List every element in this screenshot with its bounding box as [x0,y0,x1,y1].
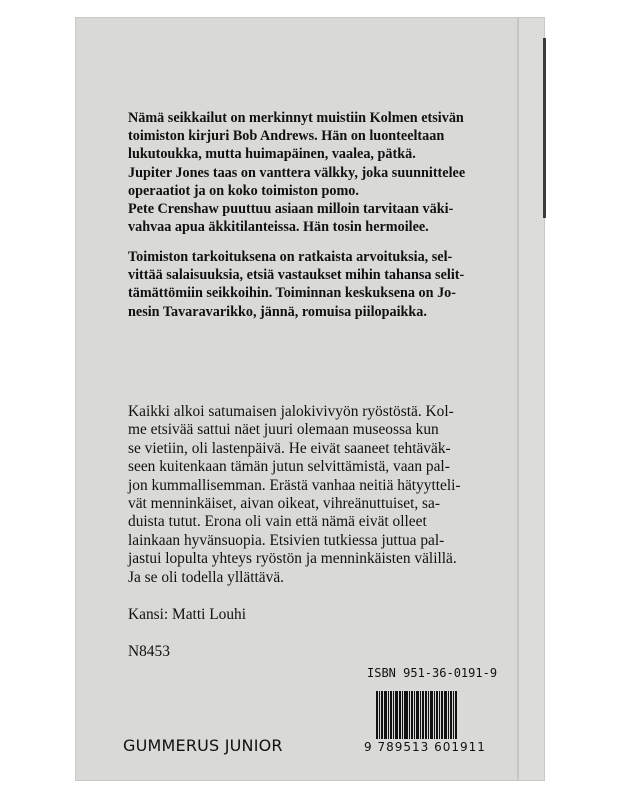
text-line: duista tutut. Erona oli vain että nämä eivät olleet [128,513,427,531]
text-line: Toimiston tarkoituksena on ratkaista arvoituksia, sel- [128,249,453,265]
text-line: Jupiter Jones taas on vanttera välkky, joka suunnittelee [128,164,466,181]
text-line: lukutoukka, mutta huimapäinen, vaalea, pätkä. [128,146,416,163]
text-line: me etsivää sattui näet juuri olemaan museossa kun [128,421,439,439]
text-line: Kaikki alkoi satumaisen jalokivivyön ryöstöstä. Kol- [128,403,454,420]
cover-artist-credit: Kansi: Matti Louhi [128,606,246,623]
text-line: seen kuitenkaan tämän jutun selvittämistä, vaan pal- [128,458,450,476]
text-line: vittää salaisuuksia, etsiä vastaukset mihin tahansa selit- [128,267,465,284]
text-line: Nämä seikkailut on merkinnyt muistiin Kolmen etsivän [128,110,464,126]
text-line: jon kummallisemman. Erästä vanhaa neitiä hätyytteli- [128,476,461,494]
publisher-logo: GUMMERUS JUNIOR [123,736,283,755]
spine-strip [519,18,544,780]
product-code: N8453 [128,643,170,660]
text-line: lainkaan hyvänsuopia. Etsivien tutkiessa juttua pal- [128,531,445,549]
text-line: operaatiot ja on koko toimiston pomo. [128,182,359,199]
text-line: Pete Crenshaw puuttuu asiaan milloin tarvitaan väki- [128,201,454,218]
isbn-label: ISBN 951-36-0191-9 [367,666,498,680]
text-line: tämättömiin seikkoihin. Toiminnan keskuksena on Jo- [128,285,456,302]
agency-purpose-paragraph [128,248,498,321]
cover-edge-shadow [543,38,546,218]
text-line: jastui lopulta yhteys ryöstön ja menninkäisten välillä. [128,550,457,568]
synopsis-paragraph [128,403,498,587]
text-line: nesin Tavaravarikko, jännä, romuisa piilopaikka. [128,303,427,320]
text-line: vät menninkäiset, aivan oikeat, vihreänuttuiset, sa- [128,495,440,513]
text-line: se vietiin, oli lastenpäivä. He eivät saaneet tehtäväk- [128,439,451,457]
character-intro-paragraph [128,109,498,236]
barcode-number: 9 789513 601911 [364,740,486,754]
text-line: toimiston kirjuri Bob Andrews. Hän on luonteeltaan [128,128,445,145]
barcode-icon [376,691,476,739]
text-line: Ja se oli todella yllättävä. [128,568,284,586]
text-line: vahvaa apua äkkitilanteissa. Hän tosin hermoilee. [128,219,429,236]
